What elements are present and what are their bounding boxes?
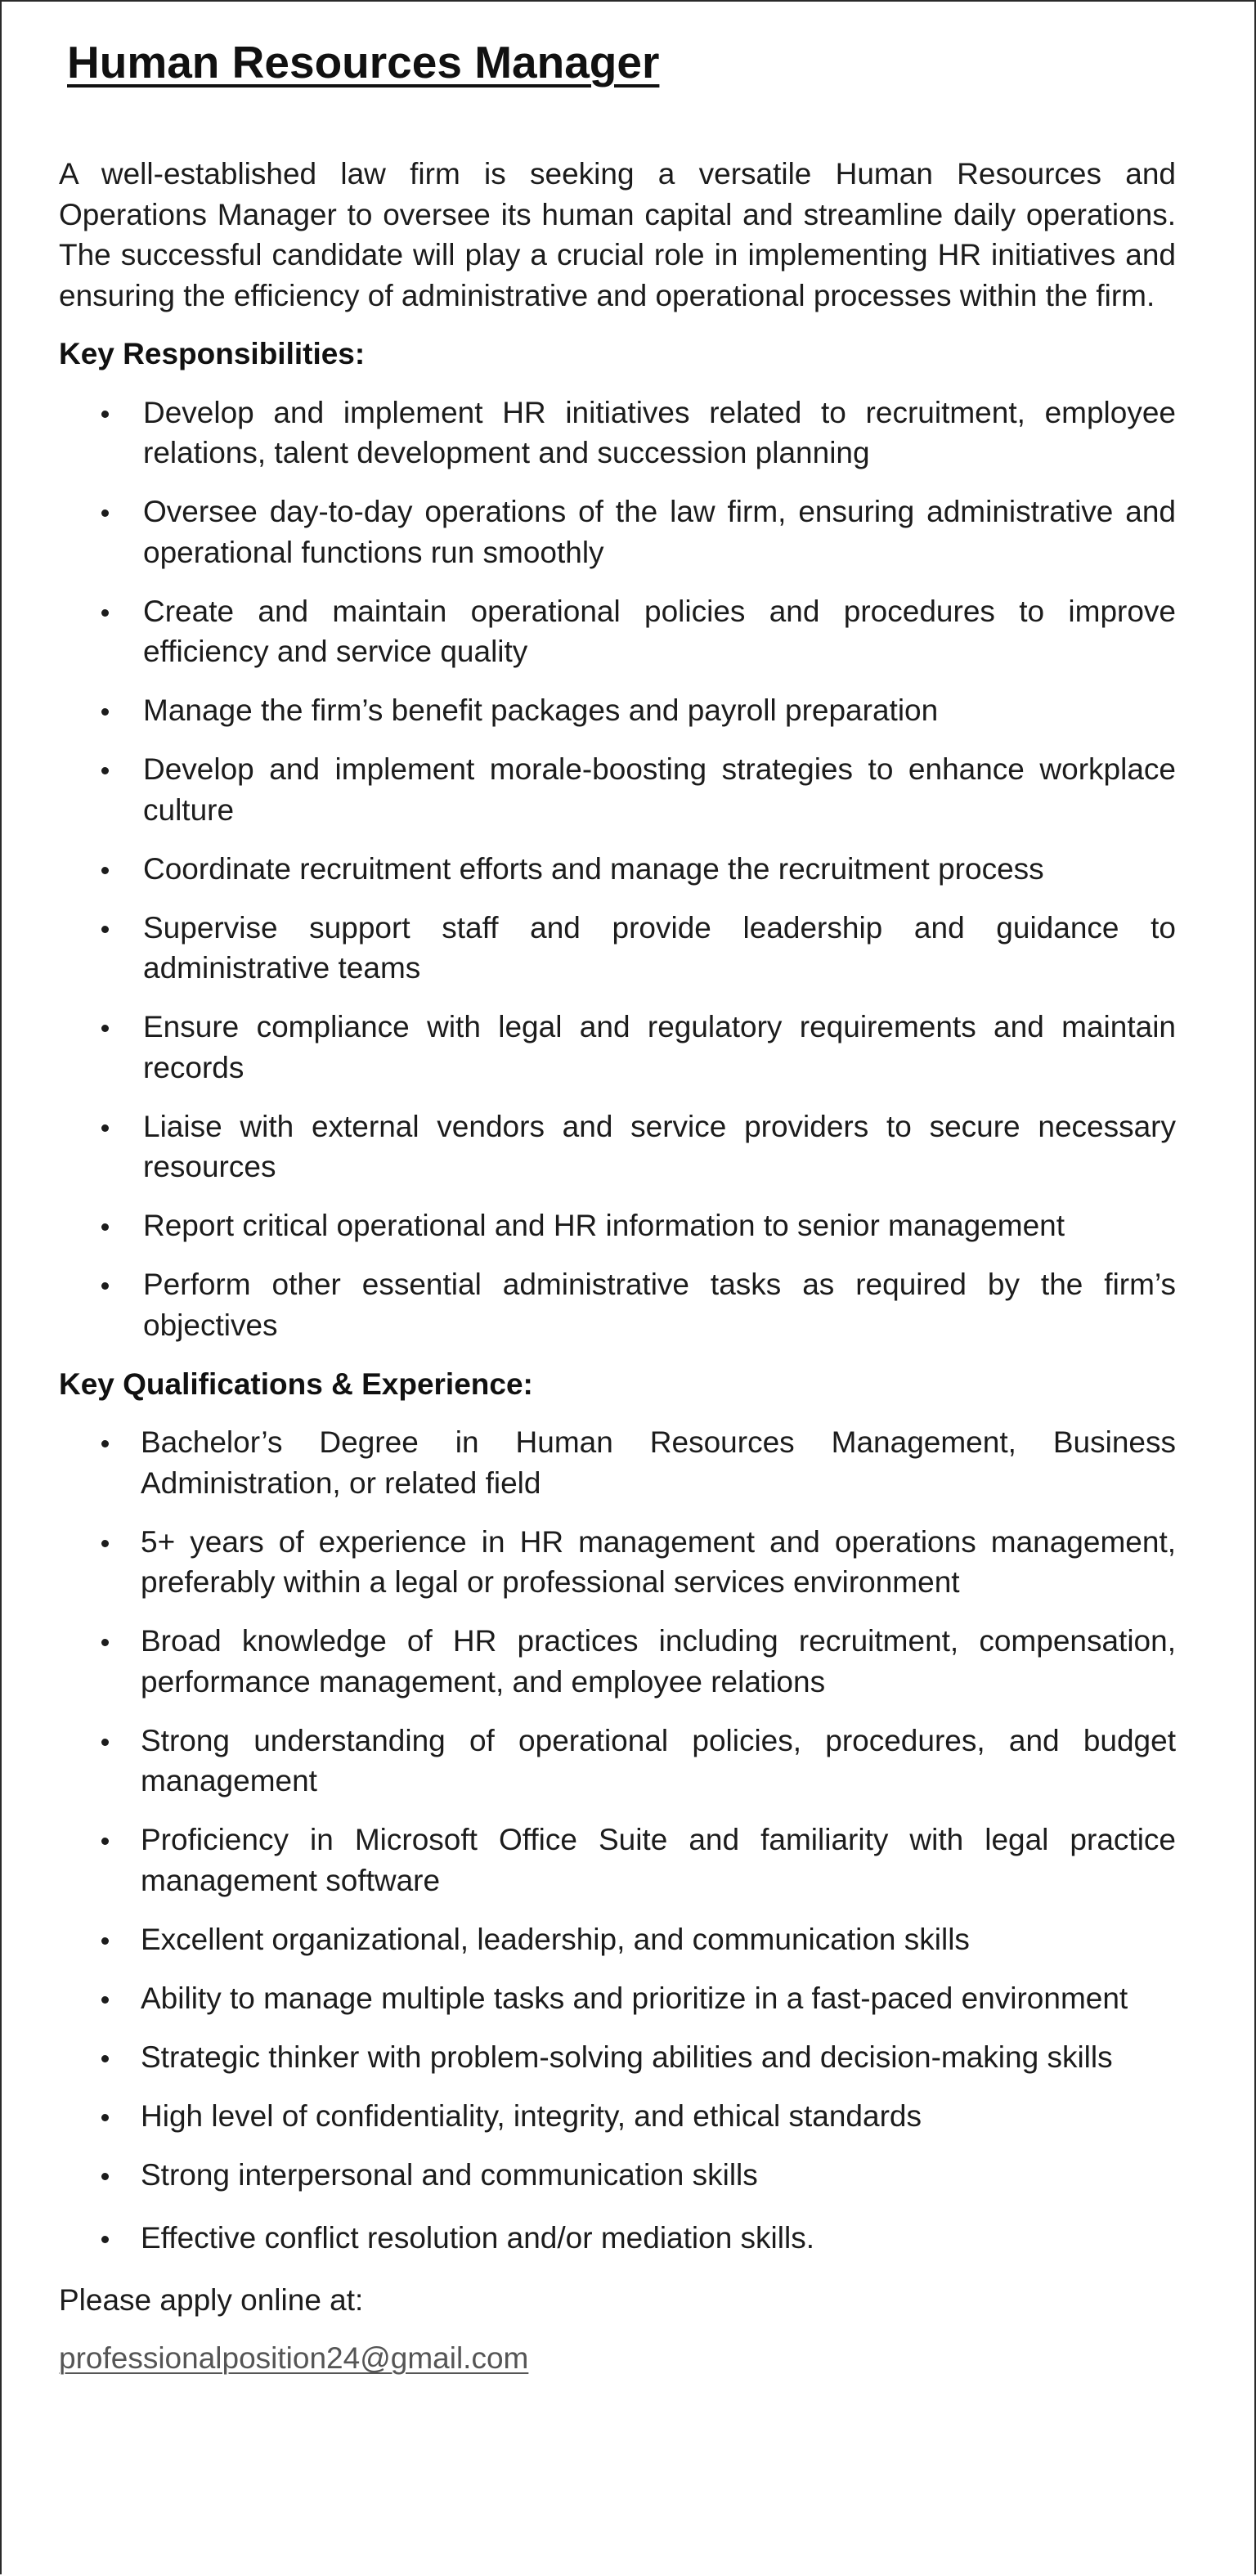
list-item-text: Oversee day-to-day operations of the law firm, ensuring administrative and operational functions run smoothly	[143, 495, 1176, 569]
list-item	[59, 1919, 1176, 1960]
job-intro-paragraph: A well-established law firm is seeking a versatile Human Resources and Operations Manager to oversee its human capital and streamline daily operations. The successful candidate will play a crucial role in implementing HR initiatives and ensuring the efficiency of administrative and operational processes within the firm.	[59, 157, 1176, 312]
list-item-text: Effective conflict resolution and/or mediation skills.	[141, 2221, 814, 2255]
list-item	[59, 2096, 1176, 2137]
bullet-icon	[101, 1937, 109, 1945]
list-item	[59, 908, 1176, 989]
bullet-icon	[101, 926, 109, 933]
list-item	[59, 2155, 1176, 2196]
bullet-icon	[101, 1025, 109, 1032]
list-item-text: Create and maintain operational policies and procedures to improve efficiency and service quality	[143, 594, 1176, 668]
list-item-text: Develop and implement HR initiatives related to recruitment, employee relations, talent development and succession planning	[143, 395, 1176, 469]
list-item	[59, 1007, 1176, 1088]
list-item-text: Ensure compliance with legal and regulatory requirements and maintain records	[143, 1010, 1176, 1084]
list-item	[59, 1978, 1176, 2019]
list-item	[59, 1106, 1176, 1187]
bullet-icon	[101, 1739, 109, 1746]
list-item	[59, 1264, 1176, 1345]
bullet-icon	[101, 2114, 109, 2121]
list-item-text: Report critical operational and HR information to senior management	[143, 1209, 1065, 1242]
list-item-text: Manage the firm’s benefit packages and payroll preparation	[143, 693, 939, 727]
list-item-text: Excellent organizational, leadership, and communication skills	[141, 1922, 970, 1956]
list-item-text: Proficiency in Microsoft Office Suite and familiarity with legal practice management software	[141, 1823, 1176, 1897]
bullet-icon	[101, 1540, 109, 1547]
bullet-icon	[101, 2055, 109, 2062]
list-item	[59, 849, 1176, 890]
bullet-icon	[101, 1282, 109, 1290]
list-item-text: 5+ years of experience in HR management and operations management, preferably within a legal or professional services environment	[141, 1524, 1176, 1599]
bullet-icon	[101, 2173, 109, 2180]
bullet-icon	[101, 1996, 109, 2004]
qualifications-heading: Key Qualifications & Experience:	[59, 1367, 533, 1401]
list-item	[59, 749, 1176, 830]
apply-label: Please apply online at:	[59, 2282, 364, 2317]
list-item-text: Strategic thinker with problem-solving abilities and decision-making skills	[141, 2040, 1113, 2074]
list-item	[59, 1522, 1176, 1603]
bullet-icon	[101, 767, 109, 774]
bullet-icon	[101, 411, 109, 418]
list-item-text: Liaise with external vendors and service providers to secure necessary resources	[143, 1109, 1176, 1183]
bullet-icon	[101, 609, 109, 617]
list-item-text: Ability to manage multiple tasks and prioritize in a fast-paced environment	[141, 1981, 1128, 2015]
responsibilities-list	[59, 393, 1176, 1346]
list-item	[59, 393, 1176, 473]
list-item	[59, 1621, 1176, 1702]
list-item	[59, 491, 1176, 572]
bullet-icon	[101, 708, 109, 716]
apply-email-link[interactable]: professionalposition24@gmail.com	[59, 2341, 529, 2375]
job-ad-content	[59, 0, 1176, 2379]
list-item-text: Strong interpersonal and communication skills	[141, 2157, 758, 2192]
bullet-icon	[101, 1838, 109, 1845]
list-item	[59, 690, 1176, 731]
bullet-icon	[101, 2236, 109, 2243]
list-item	[59, 1721, 1176, 1802]
list-item	[59, 591, 1176, 672]
list-item-text: Develop and implement morale-boosting strategies to enhance workplace culture	[143, 752, 1176, 827]
bullet-icon	[101, 1440, 109, 1447]
list-item-text: Bachelor’s Degree in Human Resources Management, Business Administration, or related field	[141, 1425, 1176, 1500]
list-item-text: Broad knowledge of HR practices including recruitment, compensation, performance management, and employee relations	[141, 1624, 1176, 1699]
list-item-text: Strong understanding of operational policies, procedures, and budget management	[141, 1723, 1176, 1797]
list-item-text: Supervise support staff and provide leadership and guidance to administrative teams	[143, 910, 1176, 985]
list-item	[59, 1422, 1176, 1503]
bullet-icon	[101, 1639, 109, 1646]
list-item-text: Coordinate recruitment efforts and manage the recruitment process	[143, 851, 1044, 886]
list-item	[59, 1205, 1176, 1246]
list-item-text: High level of confidentiality, integrity, and ethical standards	[141, 2098, 922, 2133]
list-item	[59, 1820, 1176, 1901]
bullet-icon	[101, 867, 109, 874]
bullet-icon	[101, 1124, 109, 1132]
bullet-icon	[101, 509, 109, 517]
list-item-text: Perform other essential administrative tasks as required by the firm’s objectives	[143, 1268, 1176, 1342]
qualifications-list	[59, 1422, 1176, 2259]
list-item	[59, 2037, 1176, 2078]
responsibilities-heading: Key Responsibilities:	[59, 337, 366, 370]
bullet-icon	[101, 1223, 109, 1231]
list-item	[59, 2218, 1176, 2259]
job-title: Human Resources Manager	[67, 37, 660, 88]
